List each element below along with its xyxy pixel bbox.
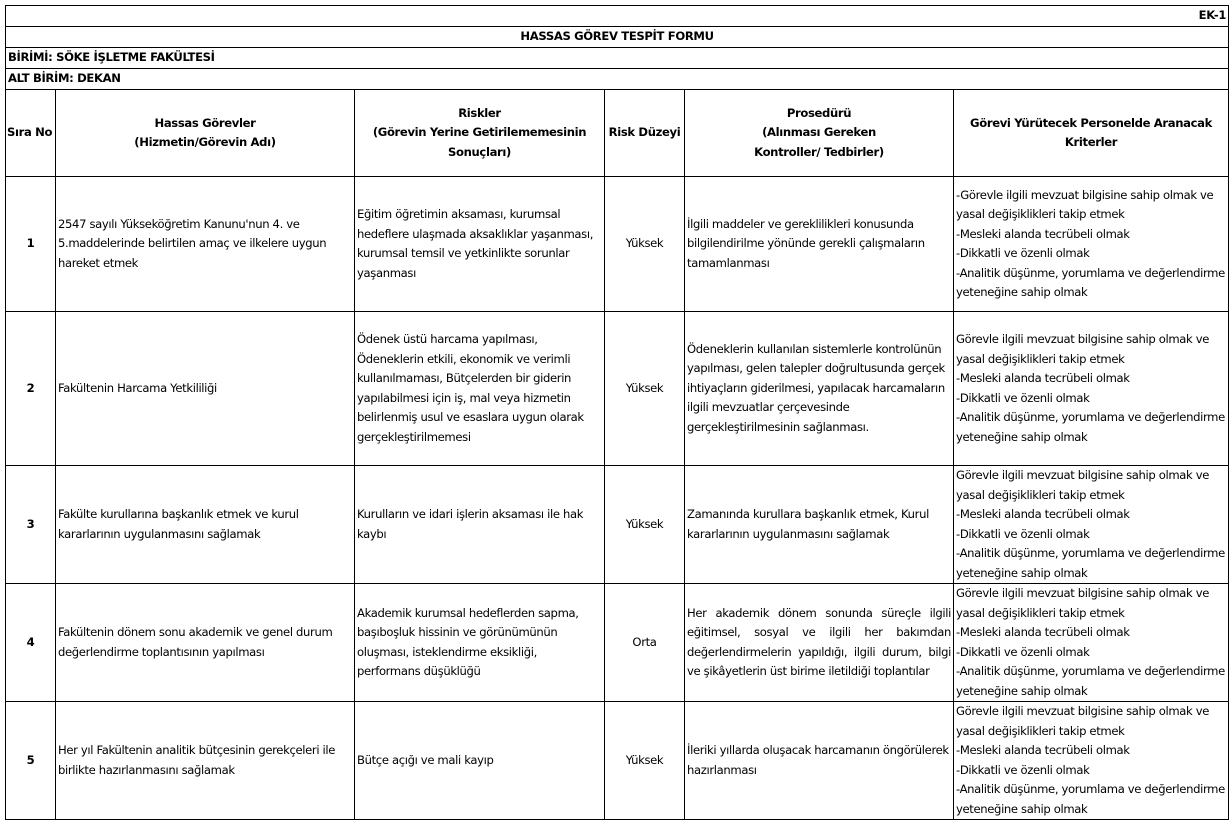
criteria-item: Görevle ilgili mevzuat bilgisine sahip olmak ve yasal değişiklikleri takip etmek (956, 332, 1210, 366)
criteria-cell (954, 702, 1229, 820)
table-row (6, 312, 1229, 466)
sensitive-task-form-table (5, 5, 1229, 820)
criteria-item: -Analitik düşünme, yorumlama ve değerlendirme yeteneğine sahip olmak (956, 410, 1225, 444)
criteria-item: -Analitik düşünme, yorumlama ve değerlendirme yeteneğine sahip olmak (956, 265, 1225, 299)
criteria-item: -Dikkatli ve özenli olmak (956, 526, 1090, 541)
risk-cell: Bütçe açığı ve mali kayıp (355, 702, 605, 820)
criteria-cell (954, 584, 1229, 702)
procedure-cell: İleriki yıllarda oluşacak harcamanın öngörülerek hazırlanması (685, 702, 954, 820)
criteria-item: -Dikkatli ve özenli olmak (956, 390, 1090, 405)
criteria-cell (954, 312, 1229, 466)
criteria-item: -Mesleki alanda tecrübeli olmak (956, 226, 1130, 241)
risk-level-cell: Yüksek (605, 177, 685, 312)
unit-label: BİRİMİ: SÖKE İŞLETME FAKÜLTESİ (6, 48, 1229, 69)
column-header-risk-level: Risk Düzeyi (605, 90, 685, 177)
task-cell: Her yıl Fakültenin analitik bütçesinin gerekçeleri ile birlikte hazırlanmasını sağlamak (56, 702, 355, 820)
column-header-task-title: Hassas Görevler (154, 115, 256, 130)
criteria-item: -Dikkatli ve özenli olmak (956, 762, 1090, 777)
row-number: 4 (6, 584, 56, 702)
column-header-procedure (685, 90, 954, 177)
row-number: 2 (6, 312, 56, 466)
criteria-item: -Analitik düşünme, yorumlama ve değerlendirme yeteneğine sahip olmak (956, 782, 1225, 816)
procedure-cell: Ödeneklerin kullanılan sistemlerle kontrolünün yapılması, gelen talepler doğrultusunda gerçek ihtiyaçların giderilmesi, yapılacak harcamaların ilgili mevzuatlar çerçevesinde gerçekleştirilmesinin sağlanması. (685, 312, 954, 466)
risk-level-cell: Yüksek (605, 466, 685, 584)
column-header-procedure-sub2: Kontroller/ Tedbirler) (754, 144, 884, 159)
criteria-item: -Görevle ilgili mevzuat bilgisine sahip olmak ve yasal değişiklikleri takip etmek (956, 187, 1214, 221)
task-cell: Fakültenin Harcama Yetkililiği (56, 312, 355, 466)
column-header-procedure-title: Prosedürü (786, 105, 852, 120)
column-header-sira-no: Sıra No (6, 90, 56, 177)
table-row (6, 466, 1229, 584)
form-title: HASSAS GÖREV TESPİT FORMU (6, 27, 1229, 48)
risk-level-cell: Yüksek (605, 312, 685, 466)
risk-cell: Kurulların ve idari işlerin aksaması ile hak kaybı (355, 466, 605, 584)
table-header-row (6, 90, 1229, 177)
annex-label: EK-1 (6, 6, 1229, 27)
criteria-cell (954, 177, 1229, 312)
procedure-cell: Zamanında kurullara başkanlık etmek, Kurul kararlarının uygulanmasını sağlamak (685, 466, 954, 584)
task-cell: Fakülte kurullarına başkanlık etmek ve kurul kararlarının uygulanmasını sağlamak (56, 466, 355, 584)
procedure-cell: İlgili maddeler ve gereklilikleri konusunda bilgilendirilme yönünde gerekli çalışmaların tamamlanması (685, 177, 954, 312)
task-cell: 2547 sayılı Yükseköğretim Kanunu'nun 4. ve 5.maddelerinde belirtilen amaç ve ilkelere uygun hareket etmek (56, 177, 355, 312)
table-row (6, 584, 1229, 702)
criteria-item: Görevle ilgili mevzuat bilgisine sahip olmak ve yasal değişiklikleri takip etmek (956, 704, 1210, 738)
column-header-risk-sub1: (Görevin Yerine Getirilememesinin (372, 125, 587, 140)
criteria-item: -Mesleki alanda tecrübeli olmak (956, 507, 1130, 521)
column-header-risk (355, 90, 605, 177)
risk-cell: Eğitim öğretimin aksaması, kurumsal hedeflere ulaşmada aksaklıklar yaşanması, kurumsal temsil ve yetkinlikte sorunlar yaşanması (355, 177, 605, 312)
column-header-risk-title: Riskler (458, 105, 501, 120)
criteria-cell (954, 466, 1229, 584)
column-header-task (56, 90, 355, 177)
procedure-cell: Her akademik dönem sonunda süreçle ilgili eğitimsel, sosyal ve ilgili her bakımdan değerlendirmelerin yapıldığı, ilgili durum, bilgi ve şikâyetlerin üst birime iletildiği toplantılar (685, 584, 954, 702)
criteria-item: -Mesleki alanda tecrübeli olmak (956, 625, 1130, 639)
criteria-item: -Analitik düşünme, yorumlama ve değerlendirme yeteneğine sahip olmak (956, 664, 1225, 698)
criteria-item: -Mesleki alanda tecrübeli olmak (956, 371, 1130, 385)
column-header-criteria: Görevi Yürütecek Personelde Aranacak Kriterler (954, 90, 1229, 177)
row-number: 3 (6, 466, 56, 584)
task-cell: Fakültenin dönem sonu akademik ve genel durum değerlendirme toplantısının yapılması (56, 584, 355, 702)
criteria-item: -Dikkatli ve özenli olmak (956, 644, 1090, 659)
table-row (6, 177, 1229, 312)
criteria-item: -Analitik düşünme, yorumlama ve değerlendirme yeteneğine sahip olmak (956, 546, 1225, 580)
sub-unit-label: ALT BİRİM: DEKAN (6, 69, 1229, 90)
column-header-task-sub: (Hizmetin/Görevin Adı) (134, 135, 276, 149)
row-number: 5 (6, 702, 56, 820)
risk-cell: Ödenek üstü harcama yapılması, Ödeneklerin etkili, ekonomik ve verimli kullanılmaması, Bütçelerden bir giderin yapılabilmesi için iş, mal veya hizmetin belirlenmiş usul ve esaslara uygun olarak gerçekleştirilmemesi (355, 312, 605, 466)
risk-cell: Akademik kurumsal hedeflerden sapma, başıboşluk hissinin ve görünümünün oluşması, isteklendirme eksikliği, performans düşüklüğü (355, 584, 605, 702)
risk-level-cell: Orta (605, 584, 685, 702)
column-header-risk-sub2: Sonuçları) (448, 144, 511, 159)
risk-level-cell: Yüksek (605, 702, 685, 820)
criteria-item: Görevle ilgili mevzuat bilgisine sahip olmak ve yasal değişiklikleri takip etmek (956, 586, 1210, 620)
criteria-item: Görevle ilgili mevzuat bilgisine sahip olmak ve yasal değişiklikleri takip etmek (956, 468, 1210, 502)
criteria-item: -Dikkatli ve özenli olmak (956, 246, 1090, 260)
column-header-procedure-sub1: (Alınması Gereken (762, 125, 876, 140)
table-row (6, 702, 1229, 820)
row-number: 1 (6, 177, 56, 312)
criteria-item: -Mesleki alanda tecrübeli olmak (956, 743, 1130, 757)
